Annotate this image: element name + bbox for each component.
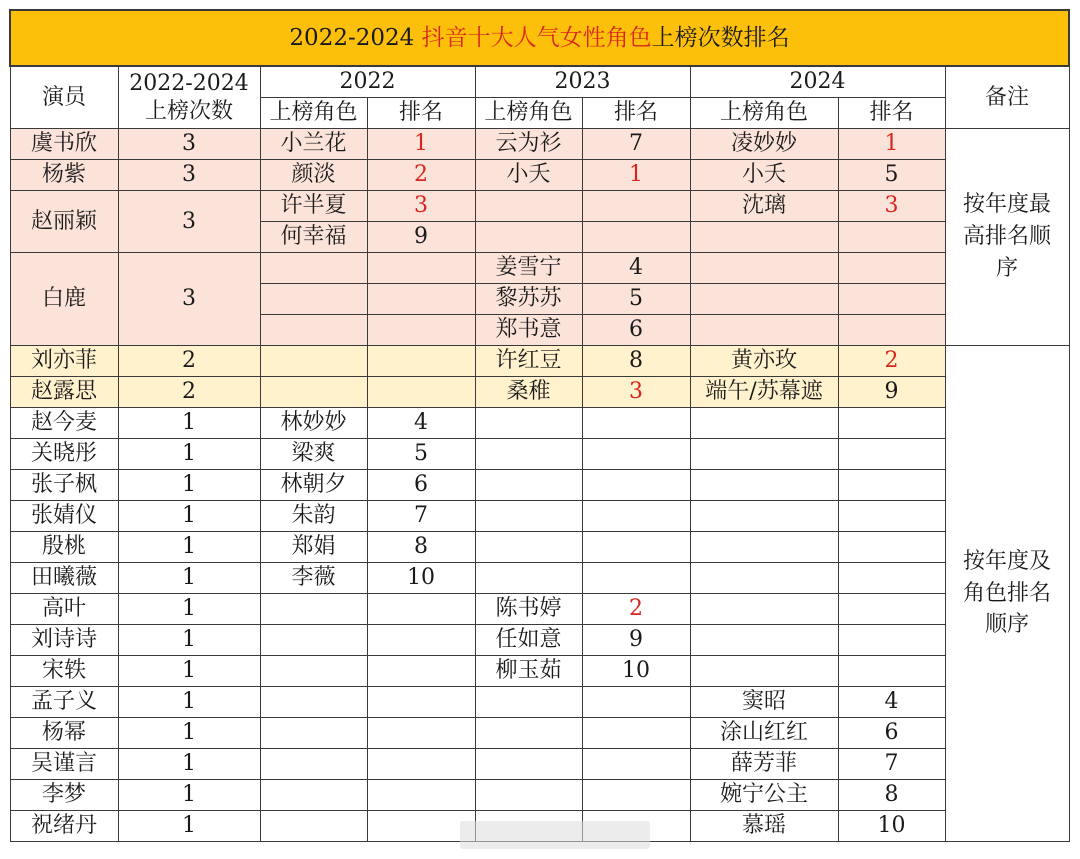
rank-2023: 6 — [582, 315, 690, 346]
note-line: 按年度最 — [962, 192, 1051, 218]
header-year-2023: 2023 — [475, 66, 690, 98]
rank-2022 — [367, 718, 475, 749]
role-2023 — [475, 749, 582, 780]
role-2024 — [690, 408, 838, 439]
header-rank-2023: 排名 — [582, 98, 690, 129]
header-count-line1: 2022-2024 — [129, 71, 249, 96]
actor-name: 张子枫 — [10, 470, 118, 501]
rank-2022 — [367, 811, 475, 842]
header-year-2024: 2024 — [690, 66, 945, 98]
rank-2023: 8 — [582, 346, 690, 377]
rank-2024 — [838, 439, 945, 470]
role-2023 — [475, 222, 582, 253]
actor-name: 刘亦菲 — [10, 346, 118, 377]
rank-2024 — [838, 532, 945, 563]
title-suffix: 上榜次数排名 — [651, 24, 790, 51]
role-2024: 涂山红红 — [690, 718, 838, 749]
actor-count: 1 — [118, 470, 260, 501]
role-2023: 云为衫 — [475, 129, 582, 160]
actor-count: 1 — [118, 532, 260, 563]
actor-count: 3 — [118, 253, 260, 346]
table-row — [10, 501, 1069, 532]
actor-count: 1 — [118, 408, 260, 439]
rank-2023 — [582, 408, 690, 439]
rank-2023 — [582, 439, 690, 470]
role-2022 — [260, 811, 367, 842]
actor-name: 赵今麦 — [10, 408, 118, 439]
table-row — [10, 532, 1069, 563]
header-year-2022: 2022 — [260, 66, 475, 98]
note-group1 — [945, 129, 1069, 346]
role-2023 — [475, 532, 582, 563]
rank-2022: 8 — [367, 532, 475, 563]
rank-2022: 9 — [367, 222, 475, 253]
role-2024 — [690, 284, 838, 315]
header-role-2024: 上榜角色 — [690, 98, 838, 129]
table-row — [10, 687, 1069, 718]
rank-2023 — [582, 749, 690, 780]
actor-count: 1 — [118, 687, 260, 718]
rank-2022 — [367, 315, 475, 346]
role-2022: 梁爽 — [260, 439, 367, 470]
table-row — [10, 470, 1069, 501]
rank-2022 — [367, 377, 475, 408]
actor-count: 1 — [118, 656, 260, 687]
actor-count: 1 — [118, 749, 260, 780]
role-2022 — [260, 377, 367, 408]
role-2023 — [475, 501, 582, 532]
rank-2022 — [367, 346, 475, 377]
role-2024 — [690, 315, 838, 346]
actor-count: 1 — [118, 780, 260, 811]
actor-count: 1 — [118, 811, 260, 842]
rank-2024: 2 — [838, 346, 945, 377]
table-row — [10, 780, 1069, 811]
role-2022: 朱韵 — [260, 501, 367, 532]
actor-name: 赵露思 — [10, 377, 118, 408]
rank-2022 — [367, 253, 475, 284]
rank-2024: 6 — [838, 718, 945, 749]
rank-2024: 5 — [838, 160, 945, 191]
role-2023 — [475, 439, 582, 470]
role-2022 — [260, 780, 367, 811]
role-2022: 许半夏 — [260, 191, 367, 222]
actor-count: 2 — [118, 377, 260, 408]
role-2024: 慕瑶 — [690, 811, 838, 842]
rank-2024 — [838, 408, 945, 439]
table-row — [10, 253, 1069, 284]
actor-name: 孟子义 — [10, 687, 118, 718]
rank-2024 — [838, 563, 945, 594]
role-2022: 何幸福 — [260, 222, 367, 253]
actor-count: 1 — [118, 594, 260, 625]
rank-2023 — [582, 470, 690, 501]
role-2023 — [475, 408, 582, 439]
role-2023: 陈书婷 — [475, 594, 582, 625]
table-row — [10, 718, 1069, 749]
role-2023 — [475, 470, 582, 501]
actor-count: 3 — [118, 129, 260, 160]
header-count-line2: 上榜次数 — [144, 98, 233, 124]
role-2023 — [475, 687, 582, 718]
header-role-2022: 上榜角色 — [260, 98, 367, 129]
role-2023: 许红豆 — [475, 346, 582, 377]
role-2024: 婉宁公主 — [690, 780, 838, 811]
rank-2023: 1 — [582, 160, 690, 191]
rank-2022: 7 — [367, 501, 475, 532]
role-2023: 任如意 — [475, 625, 582, 656]
table-row — [10, 191, 1069, 222]
actor-name: 杨幂 — [10, 718, 118, 749]
table-row — [10, 439, 1069, 470]
role-2022 — [260, 315, 367, 346]
role-2022: 郑娟 — [260, 532, 367, 563]
rank-2024: 8 — [838, 780, 945, 811]
table-row — [10, 656, 1069, 687]
actor-name: 白鹿 — [10, 253, 118, 346]
rank-2024 — [838, 284, 945, 315]
note-line: 角色排名 — [962, 580, 1051, 606]
header-role-2023: 上榜角色 — [475, 98, 582, 129]
watermark — [460, 821, 650, 849]
actor-count: 1 — [118, 563, 260, 594]
role-2024: 沈璃 — [690, 191, 838, 222]
actor-count: 3 — [118, 191, 260, 253]
actor-count: 2 — [118, 346, 260, 377]
role-2024 — [690, 656, 838, 687]
role-2024 — [690, 563, 838, 594]
rank-2023 — [582, 501, 690, 532]
role-2024 — [690, 439, 838, 470]
table-row — [10, 625, 1069, 656]
rank-2022 — [367, 780, 475, 811]
role-2023: 桑稚 — [475, 377, 582, 408]
role-2023 — [475, 718, 582, 749]
rank-2022 — [367, 284, 475, 315]
rank-2022 — [367, 749, 475, 780]
actor-count: 1 — [118, 501, 260, 532]
header-rank-2022: 排名 — [367, 98, 475, 129]
rank-2022: 1 — [367, 129, 475, 160]
actor-name: 高叶 — [10, 594, 118, 625]
table-row — [10, 563, 1069, 594]
rank-2022: 6 — [367, 470, 475, 501]
role-2022: 林朝夕 — [260, 470, 367, 501]
rank-2022: 2 — [367, 160, 475, 191]
table-row — [10, 129, 1069, 160]
actor-name: 虞书欣 — [10, 129, 118, 160]
actor-name: 刘诗诗 — [10, 625, 118, 656]
rank-2024 — [838, 470, 945, 501]
role-2023 — [475, 563, 582, 594]
rank-2024 — [838, 222, 945, 253]
rank-2022 — [367, 656, 475, 687]
role-2022 — [260, 656, 367, 687]
role-2024 — [690, 625, 838, 656]
rank-2024 — [838, 501, 945, 532]
role-2022: 林妙妙 — [260, 408, 367, 439]
role-2022 — [260, 594, 367, 625]
role-2023: 郑书意 — [475, 315, 582, 346]
rank-2024 — [838, 253, 945, 284]
role-2022: 小兰花 — [260, 129, 367, 160]
rank-2022 — [367, 687, 475, 718]
role-2023: 小夭 — [475, 160, 582, 191]
role-2024 — [690, 470, 838, 501]
role-2023 — [475, 780, 582, 811]
rank-2022: 5 — [367, 439, 475, 470]
rank-2023 — [582, 780, 690, 811]
rank-2023: 2 — [582, 594, 690, 625]
table-row — [10, 377, 1069, 408]
actor-count: 1 — [118, 718, 260, 749]
role-2022 — [260, 253, 367, 284]
rank-2022: 10 — [367, 563, 475, 594]
actor-name: 张婧仪 — [10, 501, 118, 532]
actor-name: 李梦 — [10, 780, 118, 811]
role-2022 — [260, 749, 367, 780]
rank-2024: 9 — [838, 377, 945, 408]
rank-2023 — [582, 563, 690, 594]
role-2024 — [690, 222, 838, 253]
rank-2023: 9 — [582, 625, 690, 656]
role-2024 — [690, 594, 838, 625]
rank-2024 — [838, 656, 945, 687]
role-2024: 黄亦玫 — [690, 346, 838, 377]
actor-name: 杨紫 — [10, 160, 118, 191]
rank-2024: 4 — [838, 687, 945, 718]
rank-2024 — [838, 594, 945, 625]
actor-count: 3 — [118, 160, 260, 191]
rank-2023: 5 — [582, 284, 690, 315]
role-2024 — [690, 253, 838, 284]
role-2023 — [475, 191, 582, 222]
rank-2023 — [582, 191, 690, 222]
role-2024: 薛芳菲 — [690, 749, 838, 780]
table-row — [10, 160, 1069, 191]
actor-name: 关晓彤 — [10, 439, 118, 470]
rank-2024 — [838, 315, 945, 346]
rank-2024: 7 — [838, 749, 945, 780]
rank-2024: 3 — [838, 191, 945, 222]
note-line: 高排名顺 — [962, 224, 1051, 250]
role-2022 — [260, 284, 367, 315]
role-2024: 凌妙妙 — [690, 129, 838, 160]
rank-2023 — [582, 532, 690, 563]
rank-2023 — [582, 718, 690, 749]
role-2022: 颜淡 — [260, 160, 367, 191]
actor-count: 1 — [118, 625, 260, 656]
role-2022 — [260, 625, 367, 656]
rank-2023: 7 — [582, 129, 690, 160]
actor-name: 祝绪丹 — [10, 811, 118, 842]
table-row — [10, 594, 1069, 625]
rank-2024: 1 — [838, 129, 945, 160]
role-2022 — [260, 687, 367, 718]
role-2024 — [690, 532, 838, 563]
role-2024: 窦昭 — [690, 687, 838, 718]
actor-name: 殷桃 — [10, 532, 118, 563]
role-2024 — [690, 501, 838, 532]
note-line: 顺序 — [984, 612, 1029, 638]
header-note: 备注 — [945, 66, 1069, 129]
title-year-range: 2022-2024 — [289, 24, 422, 51]
table-row — [10, 346, 1069, 377]
rank-2023: 4 — [582, 253, 690, 284]
title-highlight: 抖音十大人气女性角色 — [421, 24, 652, 51]
role-2022: 李薇 — [260, 563, 367, 594]
header-rank-2024: 排名 — [838, 98, 945, 129]
role-2024: 端午/苏幕遮 — [690, 377, 838, 408]
table-title — [10, 10, 1069, 66]
header-actor: 演员 — [10, 66, 118, 129]
rank-2023 — [582, 222, 690, 253]
rank-2023: 3 — [582, 377, 690, 408]
role-2024: 小夭 — [690, 160, 838, 191]
role-2023: 黎苏苏 — [475, 284, 582, 315]
rank-2023: 10 — [582, 656, 690, 687]
rank-2023 — [582, 687, 690, 718]
note-line: 按年度及 — [962, 548, 1051, 574]
rank-2022: 4 — [367, 408, 475, 439]
role-2023: 柳玉茹 — [475, 656, 582, 687]
rank-2022: 3 — [367, 191, 475, 222]
role-2023: 姜雪宁 — [475, 253, 582, 284]
table-row — [10, 408, 1069, 439]
rank-2022 — [367, 625, 475, 656]
note-line: 序 — [995, 255, 1018, 281]
rank-2024: 10 — [838, 811, 945, 842]
actor-name: 赵丽颖 — [10, 191, 118, 253]
actor-count: 1 — [118, 439, 260, 470]
actor-name: 田曦薇 — [10, 563, 118, 594]
header-count — [118, 66, 260, 129]
actor-name: 宋轶 — [10, 656, 118, 687]
table-row — [10, 749, 1069, 780]
rank-2022 — [367, 594, 475, 625]
rank-2024 — [838, 625, 945, 656]
ranking-table — [9, 9, 1070, 842]
role-2022 — [260, 346, 367, 377]
note-group2 — [945, 346, 1069, 842]
role-2022 — [260, 718, 367, 749]
actor-name: 吴谨言 — [10, 749, 118, 780]
